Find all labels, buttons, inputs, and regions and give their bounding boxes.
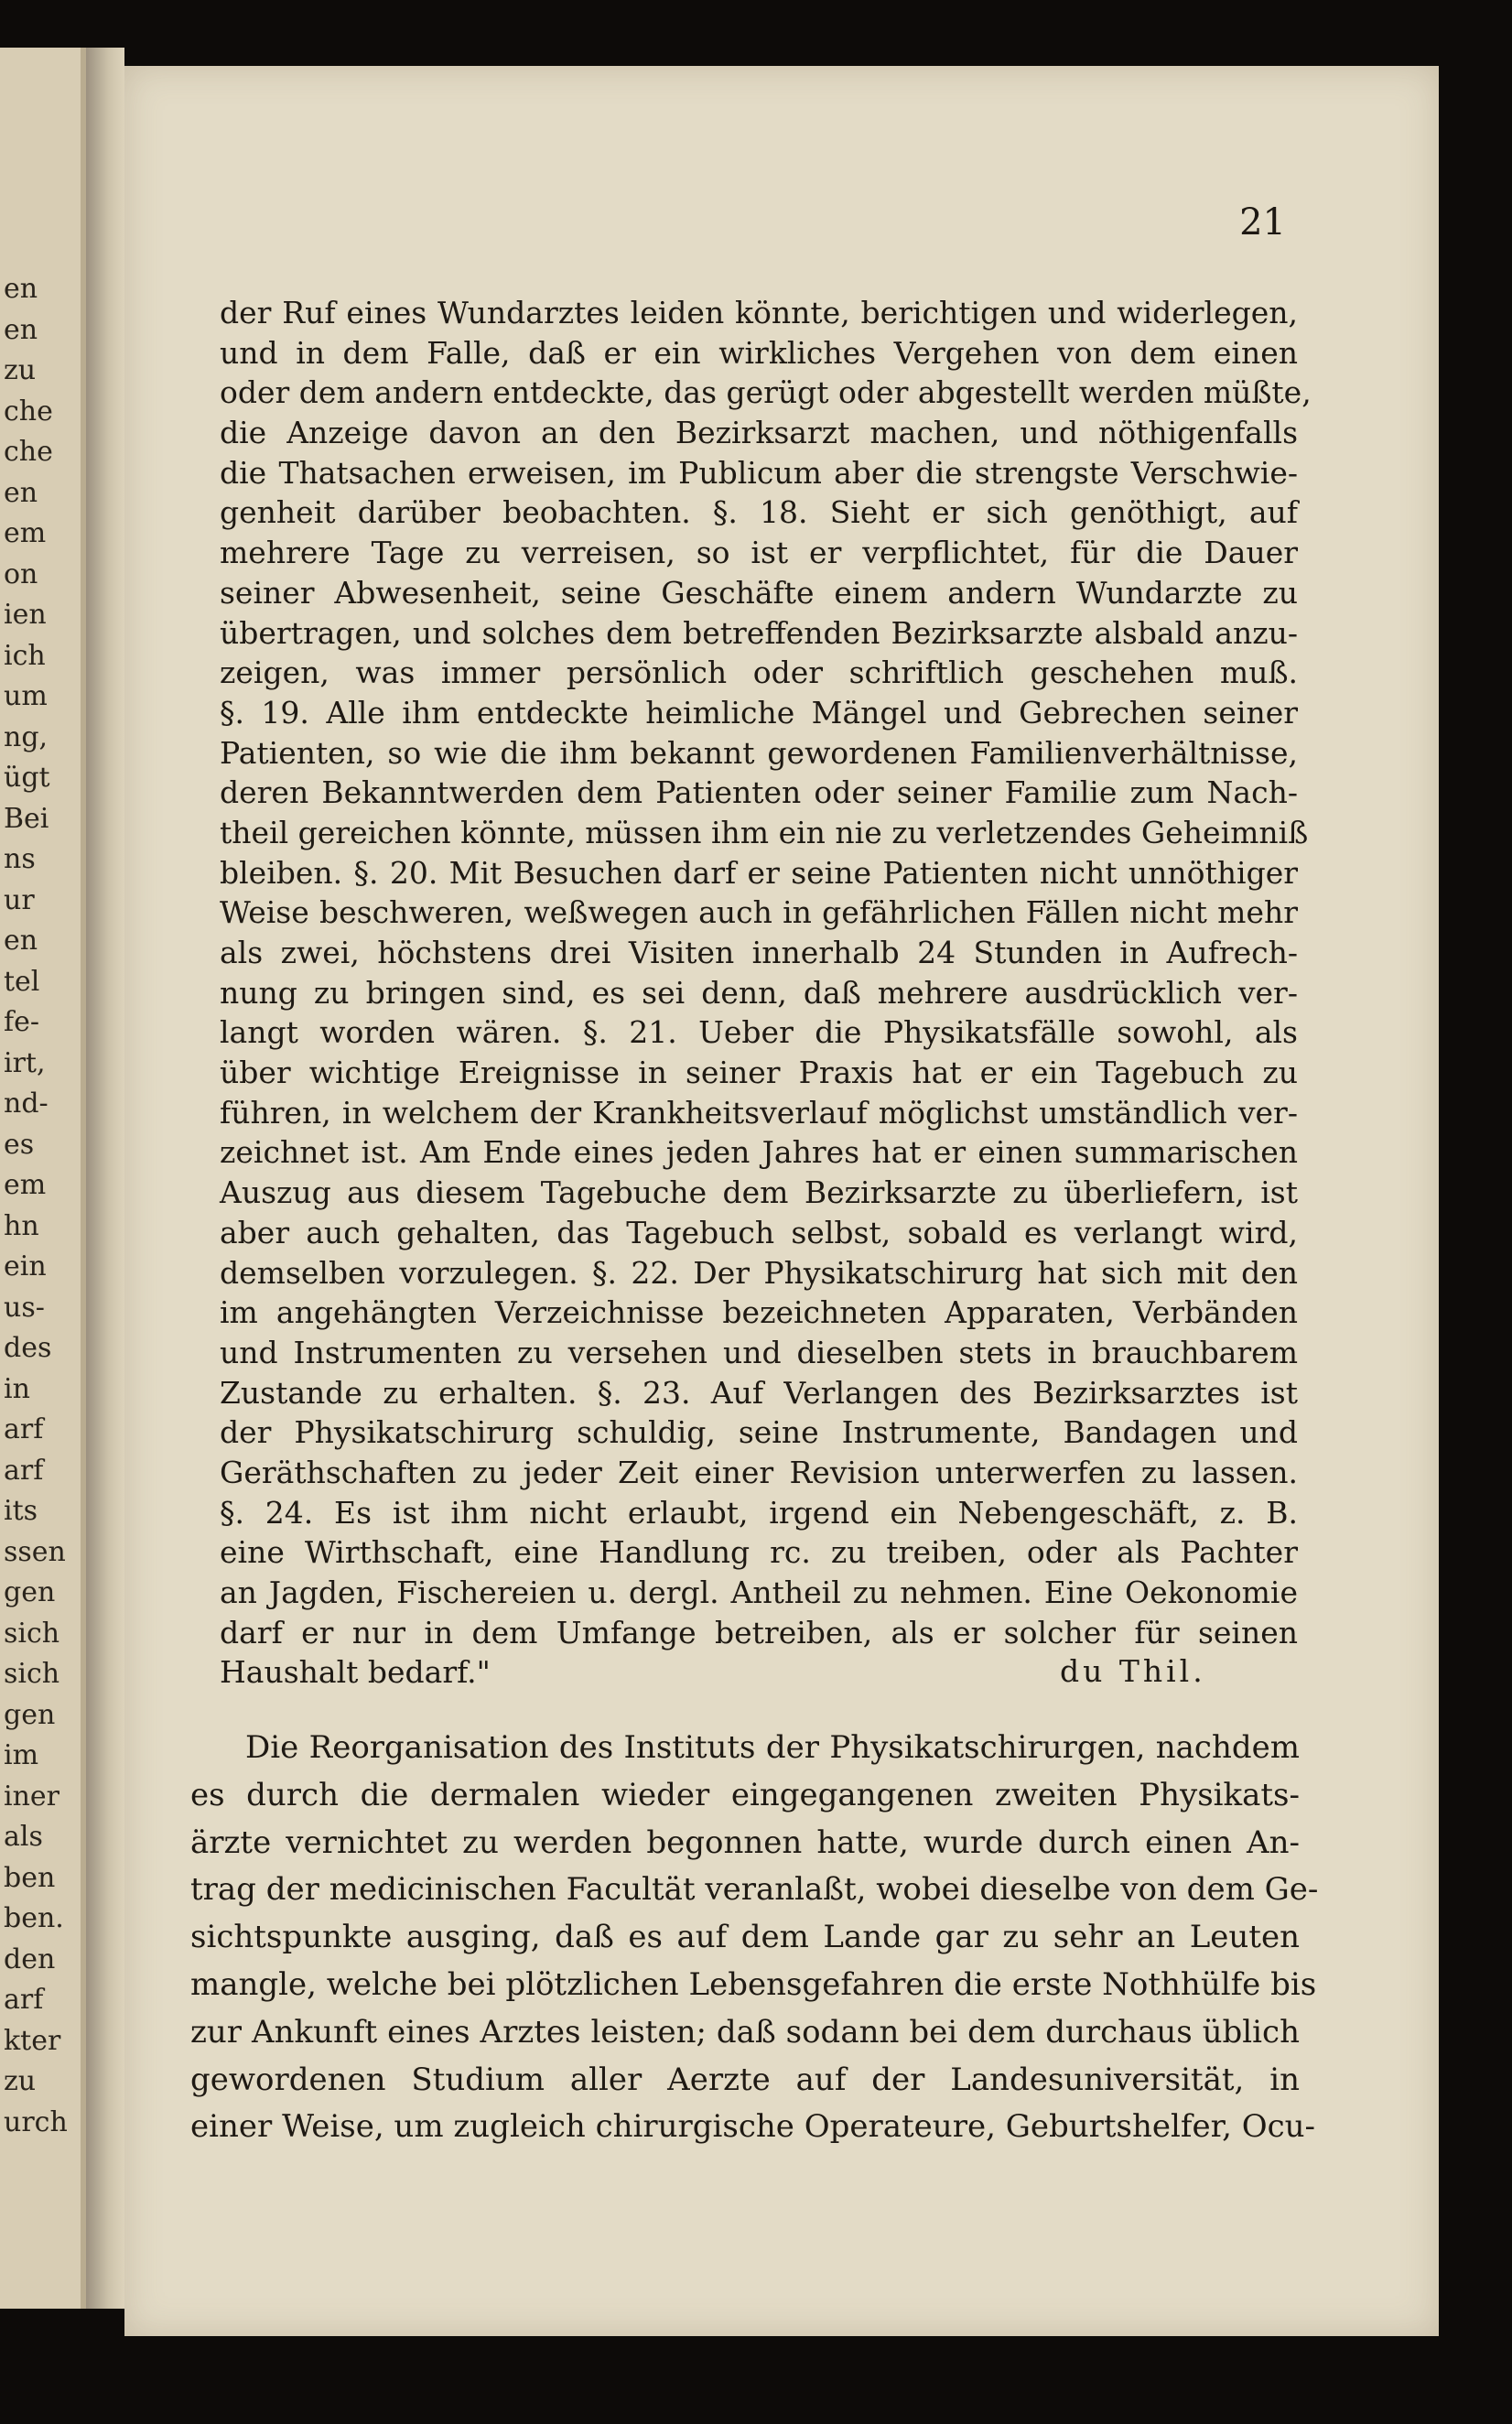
signature: du Thil.: [1060, 1653, 1206, 1689]
text-line: langt worden wären. §. 21. Ueber die Physikatsfälle sowohl, als: [220, 1014, 1298, 1051]
text-line: an Jagden, Fischereien u. dergl. Antheil zu nehmen. Eine Oekonomie: [220, 1575, 1298, 1610]
facing-page-fragment: arf: [4, 1984, 44, 2016]
facing-page-fragment: den: [4, 1942, 56, 1975]
facing-page-fragment: che: [4, 395, 53, 427]
facing-page-fragment: em: [4, 1169, 47, 1201]
text-line: darf er nur in dem Umfange betreiben, als er solcher für seinen: [220, 1614, 1298, 1650]
book-gutter: [86, 48, 124, 2309]
facing-page-fragment: ur: [4, 883, 35, 916]
text-line: über wichtige Ereignisse in seiner Praxis hat er ein Tagebuch zu: [220, 1055, 1298, 1091]
text-line: seiner Abwesenheit, seine Geschäfte einem andern Wundarzte zu: [220, 574, 1298, 611]
facing-page-fragment: ssen: [4, 1535, 66, 1568]
text-line: §. 24. Es ist ihm nicht erlaubt, irgend ein Nebengeschäft, z. B.: [220, 1494, 1298, 1531]
text-line: oder dem andern entdeckte, das gerügt oder abgestellt werden müßte,: [220, 374, 1312, 411]
facing-page-fragment: arf: [4, 1413, 44, 1445]
text-line: mehrere Tage zu verreisen, so ist er verpflichtet, für die Dauer: [220, 535, 1298, 571]
text-line: es durch die dermalen wieder eingegangenen zweiten Physikats-: [190, 1776, 1300, 1813]
facing-page-fragment: kter: [4, 2024, 61, 2057]
text-line: nung zu bringen sind, es sei denn, daß mehrere ausdrücklich ver-: [220, 974, 1298, 1011]
text-line: die Thatsachen erweisen, im Publicum aber die strengste Verschwie-: [220, 454, 1298, 491]
text-line: demselben vorzulegen. §. 22. Der Physikatschirurg hat sich mit den: [220, 1254, 1298, 1291]
text-line: Zustande zu erhalten. §. 23. Auf Verlangen des Bezirksarztes ist: [220, 1374, 1298, 1411]
facing-page-fragment: nd-: [4, 1088, 49, 1120]
text-line: übertragen, und solches dem betreffenden Bezirksarzte alsbald anzu-: [220, 614, 1298, 651]
facing-page-fragment: fe-: [4, 1006, 39, 1038]
facing-page-fragment: sich: [4, 1617, 60, 1650]
facing-page-fragment: arf: [4, 1454, 44, 1487]
facing-page-fragment: ben: [4, 1861, 56, 1894]
facing-page-fragment: hn: [4, 1209, 39, 1242]
text-line: aber auch gehalten, das Tagebuch selbst, sobald es verlangt wird,: [220, 1214, 1298, 1250]
facing-page-fragment: ben.: [4, 1902, 64, 1934]
facing-page-fragment: em: [4, 517, 47, 549]
text-line: als zwei, höchstens drei Visiten innerhalb 24 Stunden in Aufrech-: [220, 935, 1298, 970]
facing-page-fragment: en: [4, 313, 38, 346]
text-line: genheit darüber beobachten. §. 18. Sieht er sich genöthigt, auf: [220, 494, 1298, 531]
page-number: 21: [1239, 201, 1286, 243]
facing-page-fragment: en: [4, 925, 38, 957]
facing-page-fragment: gen: [4, 1576, 56, 1608]
facing-page-fragment: in: [4, 1372, 30, 1405]
text-line: gewordenen Studium aller Aerzte auf der Landesuniversität, in: [190, 2061, 1300, 2098]
text-line: die Anzeige davon an den Bezirksarzt machen, und nöthigenfalls: [220, 415, 1298, 451]
facing-page-fragment: its: [4, 1495, 38, 1527]
facing-page-fragment: on: [4, 557, 38, 590]
text-line: deren Bekanntwerden dem Patienten oder seiner Familie zum Nach-: [220, 774, 1298, 811]
text-line: zur Ankunft eines Arztes leisten; daß sodann bei dem durchaus üblich: [190, 2013, 1300, 2051]
text-line: theil gereichen könnte, müssen ihm ein nie zu verletzendes Geheimniß: [220, 814, 1309, 850]
facing-page-fragment: ns: [4, 843, 36, 875]
facing-page-fragment: tel: [4, 965, 40, 998]
text-line: Geräthschaften zu jeder Zeit einer Revision unterwerfen zu lassen.: [220, 1454, 1298, 1490]
text-line: sichtspunkte ausging, daß es auf dem Lande gar zu sehr an Leuten: [190, 1919, 1300, 1956]
text-line: führen, in welchem der Krankheitsverlauf möglichst umständlich ver-: [220, 1094, 1298, 1131]
facing-page-fragment: zu: [4, 354, 37, 386]
text-line: §. 19. Alle ihm entdeckte heimliche Mängel und Gebrechen seiner: [220, 694, 1298, 730]
facing-page-fragment: che: [4, 436, 53, 468]
facing-page-fragment: ien: [4, 599, 47, 631]
facing-page-fragment: gen: [4, 1698, 56, 1731]
facing-page-fragment: ng,: [4, 720, 49, 753]
facing-page-fragment: des: [4, 1332, 52, 1364]
text-line: und in dem Falle, daß er ein wirkliches Vergehen von dem einen: [220, 334, 1298, 371]
text-line: mangle, welche bei plötzlichen Lebensgefahren die erste Nothhülfe bis: [190, 1965, 1317, 2003]
text-line: im angehängten Verzeichnisse bezeichneten Apparaten, Verbänden: [220, 1294, 1298, 1331]
facing-page-fragment: us-: [4, 1291, 45, 1324]
facing-page-fragment: irt,: [4, 1046, 46, 1079]
facing-page-fragment: es: [4, 1128, 35, 1161]
facing-page-fragment: um: [4, 680, 48, 712]
text-line: und Instrumenten zu versehen und dieselben stets in brauchbarem: [220, 1334, 1298, 1370]
text-line: Weise beschweren, weßwegen auch in gefährlichen Fällen nicht mehr: [220, 894, 1298, 931]
facing-page-fragment: ügt: [4, 762, 50, 794]
facing-page-fragment: en: [4, 273, 38, 305]
text-line: zeigen, was immer persönlich oder schriftlich geschehen muß.: [220, 655, 1298, 691]
text-line: der Physikatschirurg schuldig, seine Instrumente, Bandagen und: [220, 1414, 1298, 1451]
facing-page-edge: [0, 48, 86, 2309]
text-line: Auszug aus diesem Tagebuche dem Bezirksarzte zu überliefern, ist: [220, 1174, 1298, 1211]
facing-page-fragment: Bei: [4, 802, 49, 835]
text-line: Patienten, so wie die ihm bekannt gewordenen Familienverhältnisse,: [220, 734, 1298, 771]
facing-page-fragment: zu: [4, 2065, 37, 2097]
text-line: eine Wirthschaft, eine Handlung rc. zu treiben, oder als Pachter: [220, 1534, 1298, 1571]
facing-page-fragment: sich: [4, 1658, 60, 1690]
facing-page-fragment: iner: [4, 1780, 60, 1813]
facing-page-fragment: urch: [4, 2105, 68, 2138]
facing-page-fragment: en: [4, 476, 38, 509]
facing-page-fragment: als: [4, 1821, 43, 1853]
text-line: Die Reorganisation des Instituts der Physikatschirurgen, nachdem: [245, 1729, 1300, 1766]
text-line: trag der medicinischen Facultät veranlaßt, wobei dieselbe von dem Ge-: [190, 1871, 1319, 1909]
text-line: bleiben. §. 20. Mit Besuchen darf er seine Patienten nicht unnöthiger: [220, 854, 1298, 891]
text-line: der Ruf eines Wundarztes leiden könnte, berichtigen und widerlegen,: [220, 295, 1298, 330]
paragraph-2: [190, 1725, 1319, 2151]
text-line: ärzte vernichtet zu werden begonnen hatte, wurde durch einen An-: [190, 1823, 1300, 1861]
paragraph-1: [220, 293, 1312, 1693]
text-line: Haushalt bedarf.": [220, 1654, 491, 1691]
text-line: zeichnet ist. Am Ende eines jeden Jahres hat er einen summarischen: [220, 1134, 1298, 1171]
facing-page-fragment: im: [4, 1739, 39, 1771]
facing-page-fragment: ein: [4, 1250, 47, 1282]
text-line: einer Weise, um zugleich chirurgische Operateure, Geburtshelfer, Ocu-: [190, 2108, 1316, 2146]
facing-page-fragment: ich: [4, 639, 46, 672]
